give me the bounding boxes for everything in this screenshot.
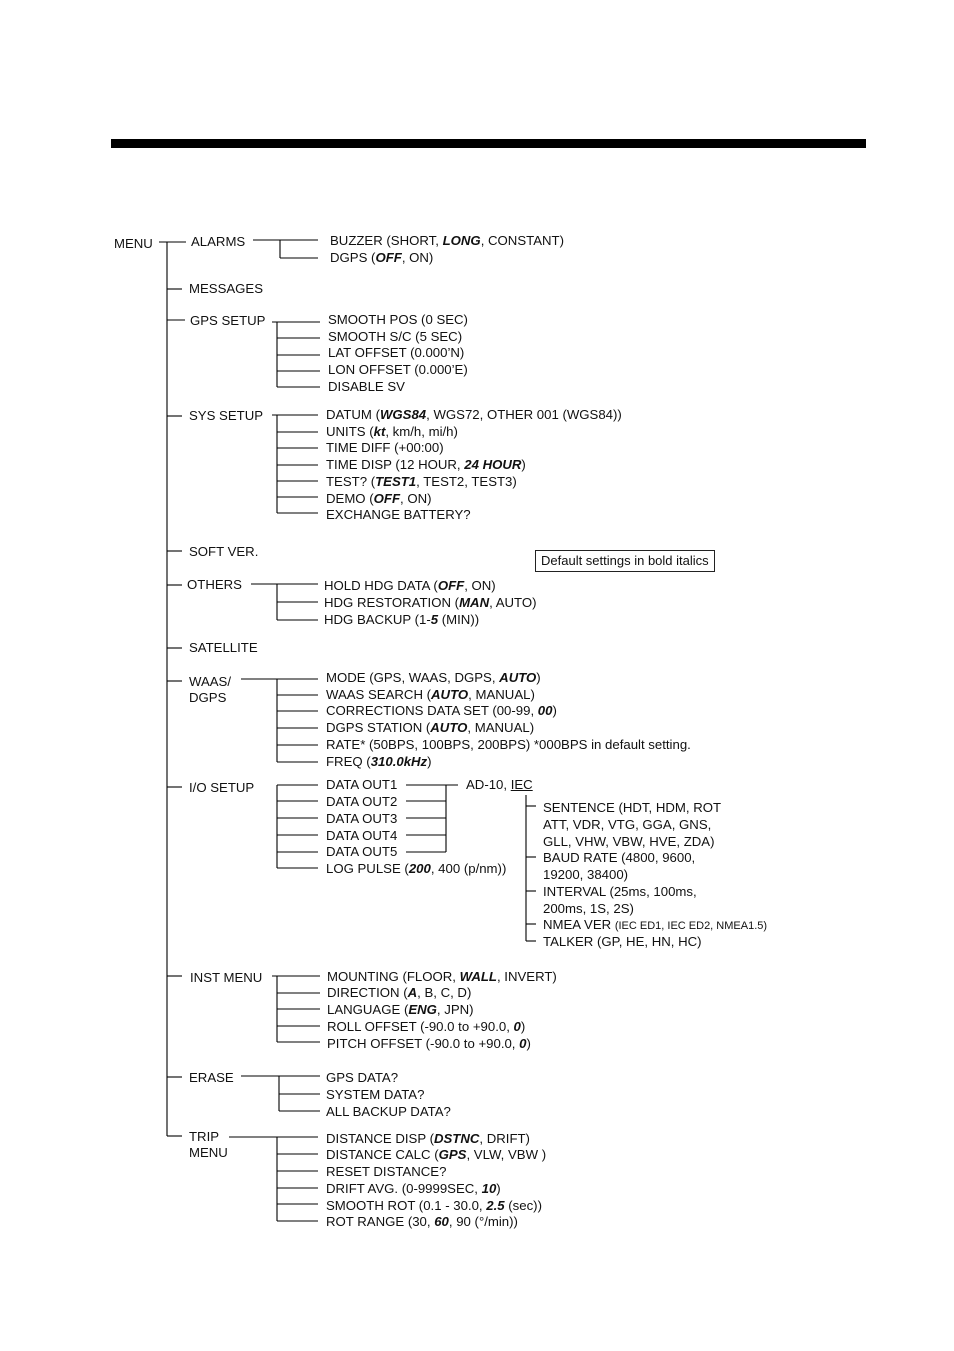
- menu-item-text: , ON): [464, 578, 496, 593]
- menu-item-buzzer: [330, 233, 564, 249]
- menu-item-text: PITCH OFFSET (-90.0 to +90.0,: [327, 1036, 520, 1051]
- menu-item-text: GPS SETUP: [190, 313, 266, 328]
- menu-item-log-pulse: [326, 861, 506, 877]
- menu-item-text: ): [552, 703, 557, 718]
- menu-item-text: TIME DIFF (+00:00): [326, 440, 444, 455]
- menu-item-text: , TEST2, TEST3): [416, 474, 517, 489]
- menu-item-text: LON OFFSET (0.000’E): [328, 362, 468, 377]
- menu-item-demo: [326, 491, 432, 507]
- menu-item-text: DATA OUT5: [326, 844, 398, 859]
- menu-item-io-setup: [189, 780, 254, 796]
- menu-item-text: 310.0kHz: [370, 754, 428, 769]
- menu-item-text: BAUD RATE (4800, 9600,: [543, 850, 696, 865]
- menu-item-text: I/O SETUP: [189, 780, 255, 795]
- menu-item-text: LONG: [442, 233, 481, 248]
- menu-item-menu: [114, 236, 153, 252]
- menu-item-text: HDG RESTORATION (: [324, 595, 460, 610]
- menu-item-text: EXCHANGE BATTERY?: [326, 507, 471, 522]
- menu-item-text: SOFT VER.: [189, 544, 259, 559]
- menu-item-text: , MANUAL): [468, 687, 535, 702]
- menu-item-disable-sv: [328, 379, 405, 395]
- menu-item-text: DATA OUT3: [326, 811, 398, 826]
- menu-item-ad10: [466, 777, 533, 793]
- menu-item-erase: [189, 1070, 234, 1086]
- menu-item-dgps-station: [326, 720, 534, 736]
- menu-item-exchange-battery: [326, 507, 471, 523]
- menu-item-trip-1: [189, 1129, 219, 1145]
- menu-item-waas-2: [189, 690, 226, 706]
- menu-item-text: 5: [430, 612, 439, 627]
- menu-item-drift-avg: [326, 1181, 501, 1197]
- menu-item-text: DSTNC: [433, 1131, 480, 1146]
- menu-item-text: UNITS (: [326, 424, 374, 439]
- menu-item-text: , DRIFT): [479, 1131, 530, 1146]
- menu-item-alarms: [191, 234, 245, 250]
- menu-item-text: BUZZER (SHORT,: [330, 233, 443, 248]
- menu-item-smooth-rot: [326, 1198, 542, 1214]
- menu-item-text: 0: [513, 1019, 521, 1034]
- menu-item-text: GLL, VHW, VBW, HVE, ZDA): [543, 834, 715, 849]
- menu-item-text: MENU: [114, 236, 153, 251]
- menu-item-text: HDG BACKUP (1-: [324, 612, 431, 627]
- menu-item-text: ATT, VDR, VTG, GGA, GNS,: [543, 817, 712, 832]
- menu-item-text: 2.5: [486, 1198, 505, 1213]
- menu-item-language: [327, 1002, 474, 1018]
- menu-item-data-out5: [326, 844, 397, 860]
- menu-item-all-backup: [326, 1104, 451, 1120]
- default-settings-note: Default settings in bold italics: [535, 550, 715, 572]
- menu-item-text: RESET DISTANCE?: [326, 1164, 447, 1179]
- menu-item-hdg-backup: [324, 612, 479, 628]
- menu-item-text: ): [520, 1019, 526, 1034]
- menu-item-text: DATA OUT4: [326, 828, 398, 843]
- menu-item-text: AUTO: [499, 670, 537, 685]
- menu-item-text: DIRECTION (: [327, 985, 408, 1000]
- menu-item-text: SYS SETUP: [189, 408, 264, 423]
- menu-item-nmea-ver: [543, 917, 767, 934]
- menu-item-text: ): [427, 754, 432, 769]
- menu-item-text: , ON): [401, 250, 434, 265]
- menu-item-gps-setup: [190, 313, 265, 329]
- menu-item-text: TIME DISP (12 HOUR,: [326, 457, 465, 472]
- menu-item-text: 24 HOUR: [464, 457, 522, 472]
- menu-item-pitch-offset: [327, 1036, 531, 1052]
- menu-item-text: , km/h, mi/h): [385, 424, 458, 439]
- menu-item-text: ): [536, 670, 541, 685]
- menu-item-text: (sec)): [504, 1198, 542, 1213]
- menu-item-text: ): [496, 1181, 501, 1196]
- menu-item-text: DGPS STATION (: [326, 720, 431, 735]
- menu-item-others: [187, 577, 242, 593]
- menu-item-text: ALARMS: [191, 234, 246, 249]
- menu-item-data-out3: [326, 811, 397, 827]
- menu-item-text: SMOOTH ROT (0.1 - 30.0,: [326, 1198, 487, 1213]
- menu-item-data-out2: [326, 794, 397, 810]
- menu-item-text: , JPN): [436, 1002, 474, 1017]
- menu-item-data-out1: [326, 777, 397, 793]
- menu-item-smooth-pos: [328, 312, 468, 328]
- menu-item-text: (IEC ED1, IEC ED2, NMEA1.5): [614, 920, 768, 932]
- menu-item-text: AD-10,: [466, 777, 511, 792]
- menu-item-text: , 90 (°/min)): [448, 1214, 518, 1229]
- menu-item-text: MOUNTING (FLOOR,: [327, 969, 460, 984]
- menu-item-hold-hdg: [324, 578, 496, 594]
- menu-item-text: , CONSTANT): [480, 233, 564, 248]
- menu-item-text: , VLW, VBW ): [466, 1147, 547, 1162]
- menu-item-text: GPS DATA?: [326, 1070, 399, 1085]
- menu-item-lon-offset: [328, 362, 468, 378]
- menu-item-text: ): [521, 457, 526, 472]
- menu-item-distance-calc: [326, 1147, 546, 1163]
- menu-item-text: (MIN)): [438, 612, 480, 627]
- menu-item-waas-search: [326, 687, 535, 703]
- menu-item-text: 200ms, 1S, 2S): [543, 901, 634, 916]
- menu-item-text: , AUTO): [489, 595, 537, 610]
- menu-item-hdg-restoration: [324, 595, 537, 611]
- menu-item-text: , INVERT): [496, 969, 557, 984]
- menu-item-text: DGPS (: [330, 250, 376, 265]
- menu-item-data-out4: [326, 828, 397, 844]
- menu-item-text: LANGUAGE (: [327, 1002, 409, 1017]
- menu-item-text: NMEA VER: [543, 917, 615, 932]
- menu-item-text: OFF: [375, 250, 402, 265]
- menu-item-text: AUTO: [430, 720, 468, 735]
- menu-item-text: WGS84: [379, 407, 427, 422]
- menu-item-text: , MANUAL): [467, 720, 535, 735]
- menu-item-reset-distance: [326, 1164, 446, 1180]
- menu-item-text: TALKER (GP, HE, HN, HC): [543, 934, 702, 949]
- menu-item-lat-offset: [328, 345, 464, 361]
- menu-item-text: SMOOTH POS (0 SEC): [328, 312, 468, 327]
- menu-item-text: FREQ (: [326, 754, 371, 769]
- menu-item-text: MAN: [459, 595, 490, 610]
- menu-item-time-diff: [326, 440, 444, 456]
- menu-item-gps-data: [326, 1070, 398, 1086]
- menu-item-text: 60: [434, 1214, 449, 1229]
- menu-item-mode: [326, 670, 541, 686]
- menu-item-text: LAT OFFSET (0.000’N): [328, 345, 465, 360]
- menu-item-text: DISTANCE DISP (: [326, 1131, 434, 1146]
- menu-item-text: , 400 (p/nm)): [430, 861, 507, 876]
- menu-item-text: DEMO (: [326, 491, 374, 506]
- menu-item-text: ALL BACKUP DATA?: [326, 1104, 451, 1119]
- menu-item-satellite: [189, 640, 258, 656]
- menu-item-text: 00: [537, 703, 553, 718]
- menu-item-text: MESSAGES: [189, 281, 264, 296]
- menu-item-text: ENG: [408, 1002, 437, 1017]
- menu-item-text: WALL: [459, 969, 497, 984]
- menu-item-text: ): [526, 1036, 531, 1051]
- menu-item-text: GPS: [438, 1147, 467, 1162]
- menu-item-text: WAAS SEARCH (: [326, 687, 432, 702]
- menu-item-text: DISABLE SV: [328, 379, 405, 394]
- menu-item-text: 0: [519, 1036, 527, 1051]
- menu-item-datum: [326, 407, 622, 423]
- menu-item-units: [326, 424, 458, 440]
- menu-item-direction: [327, 985, 471, 1001]
- menu-item-text: DGPS: [189, 690, 227, 705]
- menu-item-text: INST MENU: [190, 970, 263, 985]
- menu-item-text: ROT RANGE (30,: [326, 1214, 435, 1229]
- menu-item-freq: [326, 754, 432, 770]
- menu-item-text: A: [407, 985, 418, 1000]
- menu-item-sentence-3: [543, 834, 714, 850]
- menu-item-text: DISTANCE CALC (: [326, 1147, 439, 1162]
- menu-item-text: RATE* (50BPS, 100BPS, 200BPS) *000BPS in default setting.: [326, 737, 691, 752]
- menu-item-corrections: [326, 703, 557, 719]
- menu-item-text: TEST1: [375, 474, 417, 489]
- menu-item-text: , WGS72, OTHER 001 (WGS84)): [426, 407, 622, 422]
- menu-item-text: SENTENCE (HDT, HDM, ROT: [543, 800, 722, 815]
- menu-item-sentence-1: [543, 800, 721, 816]
- menu-item-text: HOLD HDG DATA (: [324, 578, 438, 593]
- menu-item-text: 200: [408, 861, 431, 876]
- menu-item-text: TEST? (: [326, 474, 376, 489]
- menu-item-text: SYSTEM DATA?: [326, 1087, 425, 1102]
- menu-item-time-disp: [326, 457, 526, 473]
- menu-item-text: 10: [481, 1181, 497, 1196]
- menu-item-baud-2: [543, 867, 628, 883]
- menu-item-text: DATUM (: [326, 407, 380, 422]
- menu-item-text: CORRECTIONS DATA SET (00-99,: [326, 703, 538, 718]
- menu-item-inst-menu: [190, 970, 262, 986]
- menu-item-text: , B, C, D): [417, 985, 472, 1000]
- menu-item-text: WAAS/: [189, 674, 232, 689]
- menu-item-text: SATELLITE: [189, 640, 258, 655]
- menu-item-smooth-sc: [328, 329, 462, 345]
- menu-item-text: ERASE: [189, 1070, 234, 1085]
- menu-item-text: ROLL OFFSET (-90.0 to +90.0,: [327, 1019, 514, 1034]
- menu-item-interval-2: [543, 901, 634, 917]
- menu-item-text: MENU: [189, 1145, 228, 1160]
- menu-item-trip-2: [189, 1145, 228, 1161]
- menu-item-distance-disp: [326, 1131, 530, 1147]
- menu-item-text: DRIFT AVG. (0-9999SEC,: [326, 1181, 482, 1196]
- menu-item-text: OTHERS: [187, 577, 242, 592]
- menu-item-waas-1: [189, 674, 231, 690]
- menu-item-text: MODE (GPS, WAAS, DGPS,: [326, 670, 500, 685]
- menu-item-sentence-2: [543, 817, 711, 833]
- menu-item-text: 19200, 38400): [543, 867, 629, 882]
- menu-item-interval-1: [543, 884, 697, 900]
- menu-item-text: LOG PULSE (: [326, 861, 409, 876]
- menu-item-dgps: [330, 250, 433, 266]
- menu-item-text: OFF: [437, 578, 465, 593]
- menu-item-text: IEC: [510, 777, 533, 792]
- menu-item-text: INTERVAL (25ms, 100ms,: [543, 884, 697, 899]
- menu-item-text: OFF: [373, 491, 400, 506]
- menu-item-sys-setup: [189, 408, 263, 424]
- menu-item-text: DATA OUT2: [326, 794, 398, 809]
- menu-item-soft-ver: [189, 544, 258, 560]
- menu-item-test: [326, 474, 517, 490]
- menu-item-text: DATA OUT1: [326, 777, 398, 792]
- menu-item-messages: [189, 281, 263, 297]
- menu-item-text: TRIP: [189, 1129, 220, 1144]
- menu-item-text: kt: [373, 424, 386, 439]
- menu-item-text: SMOOTH S/C (5 SEC): [328, 329, 463, 344]
- menu-item-system-data: [326, 1087, 424, 1103]
- menu-item-rot-range: [326, 1214, 518, 1230]
- menu-item-mounting: [327, 969, 557, 985]
- menu-item-text: , ON): [400, 491, 432, 506]
- menu-item-roll-offset: [327, 1019, 525, 1035]
- menu-item-talker: [543, 934, 702, 950]
- menu-item-text: AUTO: [431, 687, 469, 702]
- menu-item-baud-1: [543, 850, 695, 866]
- menu-item-rate: [326, 737, 691, 753]
